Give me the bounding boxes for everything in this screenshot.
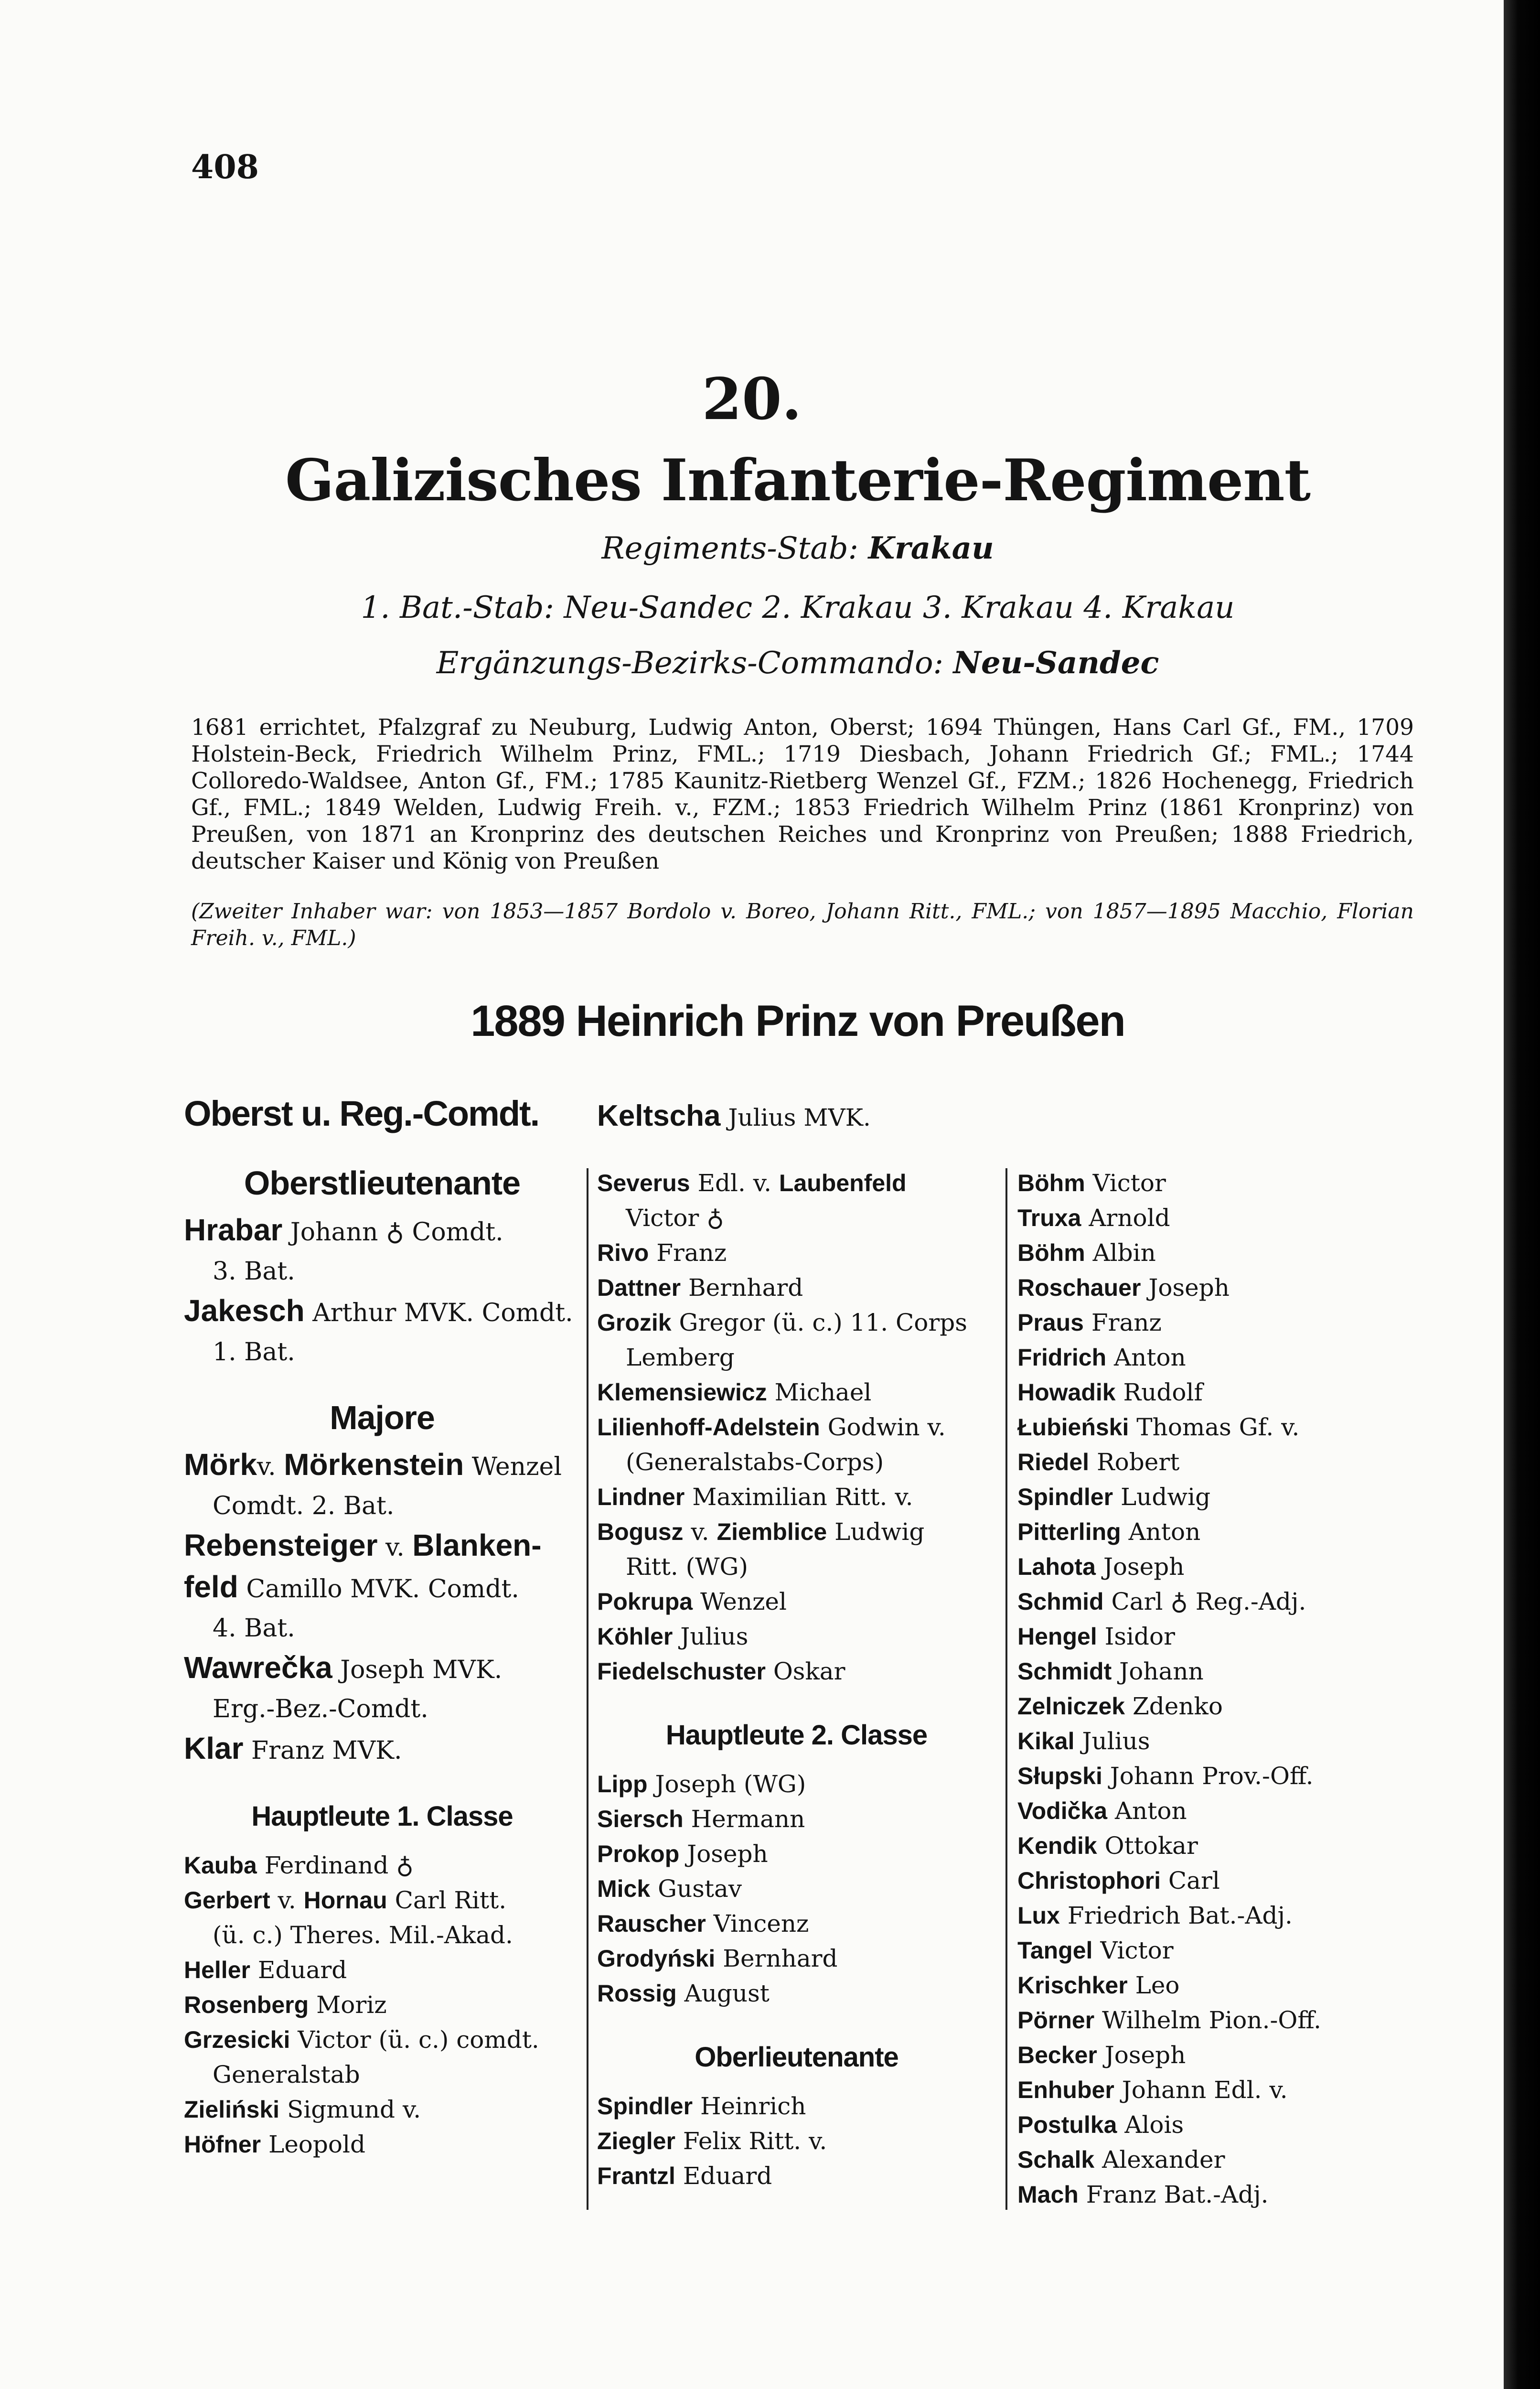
erg-bez-label: Ergänzungs-Bezirks-Commando: — [436, 646, 944, 681]
section-heading-hauptleute-2: Hauptleute 2. Classe — [665, 1720, 928, 1751]
list-item-continuation: (Generalstabs-Corps) — [626, 1448, 884, 1476]
list-item: Rauscher Vincenz — [597, 1910, 809, 1937]
regiment-title: Galizisches Infanterie-Regiment — [285, 447, 1310, 514]
list-item: Kendik Ottokar — [1017, 1832, 1198, 1860]
list-item: Mörkv. Mörkenstein Wenzel — [184, 1447, 562, 1482]
list-item: Kauba Ferdinand ♁ — [184, 1851, 414, 1879]
list-item: Postulka Alois — [1017, 2111, 1184, 2139]
list-item: Jakesch Arthur MVK. Comdt. — [184, 1293, 573, 1328]
list-item: Schalk Alexander — [1017, 2146, 1225, 2174]
list-item: Hengel Isidor — [1017, 1623, 1176, 1650]
erg-bez-line — [0, 645, 1504, 681]
list-item: Mach Franz Bat.-Adj. — [1017, 2181, 1269, 2208]
column-divider-2 — [1005, 1168, 1007, 2210]
list-item: Enhuber Johann Edl. v. — [1017, 2076, 1288, 2104]
list-item: Rivo Franz — [597, 1239, 727, 1267]
column-1 — [184, 1166, 580, 2162]
list-item: Tangel Victor — [1017, 1937, 1174, 1964]
list-item: Rossig August — [597, 1980, 770, 2007]
list-item: Kikal Julius — [1017, 1727, 1150, 1755]
list-item-continuation: 4. Bat. — [213, 1614, 295, 1643]
section-heading-oberlieutenante: Oberlieutenante — [695, 2042, 898, 2073]
list-item: Vodička Anton — [1017, 1797, 1187, 1825]
list-item: Klar Franz MVK. — [184, 1731, 402, 1765]
scan-page-edge — [1504, 0, 1540, 2389]
regiment-number: 20. — [702, 366, 802, 433]
list-item-continuation: Victor ♁ — [626, 1204, 724, 1232]
list-item: Bogusz v. Ziemblice Ludwig — [597, 1518, 925, 1546]
list-item: Howadik Rudolf — [1017, 1378, 1203, 1406]
regiment-history: 1681 errichtet, Pfalzgraf zu Neuburg, Ludwig Anton, Oberst; 1694 Thüngen, Hans Carl Gf., FM., 1709 Holstein-Beck, Friedrich Wilhelm Prinz, FML.; 1719 Diesbach, Johann Friedrich Gf.; FML.; 1744 Colloredo-Waldsee, Anton Gf., FM.; 1785 Kaunitz-Rietberg Wenzel Gf., FZM.; 1826 Hochenegg, Friedrich Gf., FML.; 1849 Welden, Ludwig Freih. v., FZM.; 1853 Friedrich Wilhelm Prinz (1861 Kronprinz) von Preußen, von 1871 an Kronprinz des deutschen Reiches und Kronprinz von Preußen; 1888 Friedrich, deutscher Kaiser und König von Preußen — [191, 714, 1414, 874]
list-item: Köhler Julius — [597, 1623, 749, 1650]
list-item: Spindler Ludwig — [1017, 1483, 1211, 1511]
list-item: Lux Friedrich Bat.-Adj. — [1017, 1902, 1293, 1929]
list-item: Heller Eduard — [184, 1956, 347, 1984]
list-item: Krischker Leo — [1017, 1971, 1180, 1999]
list-item: Roschauer Joseph — [1017, 1274, 1230, 1302]
list-item: Severus Edl. v. Laubenfeld — [597, 1169, 907, 1197]
list-item: Zelniczek Zdenko — [1017, 1692, 1223, 1720]
list-item-continuation: Erg.-Bez.-Comdt. — [213, 1695, 428, 1723]
list-item-continuation: Ritt. (WG) — [626, 1553, 748, 1581]
list-item: feld Camillo MVK. Comdt. — [184, 1570, 519, 1604]
list-item: Fridrich Anton — [1017, 1344, 1186, 1371]
list-item: Frantzl Eduard — [597, 2162, 772, 2190]
list-item: Pokrupa Wenzel — [597, 1588, 787, 1615]
list-item: Grzesicki Victor (ü. c.) comdt. — [184, 2026, 539, 2054]
list-item: Lipp Joseph (WG) — [597, 1770, 806, 1798]
list-item: Rosenberg Moriz — [184, 1991, 387, 2019]
list-item: Spindler Heinrich — [597, 2092, 806, 2120]
list-item: Klemensiewicz Michael — [597, 1378, 872, 1406]
list-item: Truxa Arnold — [1017, 1204, 1170, 1232]
regiments-stab-label: Regiments-Stab: — [601, 531, 859, 566]
list-item: Pitterling Anton — [1017, 1518, 1201, 1546]
oberst-name: Keltscha — [597, 1099, 721, 1132]
list-item-continuation: Generalstab — [213, 2061, 360, 2088]
list-item: Lilienhoff-Adelstein Godwin v. — [597, 1413, 946, 1441]
list-item: Praus Franz — [1017, 1309, 1162, 1336]
list-item: Hrabar Johann ♁ Comdt. — [184, 1213, 503, 1247]
list-item: Prokop Joseph — [597, 1840, 768, 1868]
list-item-continuation: Comdt. 2. Bat. — [213, 1492, 395, 1520]
page-number: 408 — [191, 148, 259, 186]
list-item: Siersch Hermann — [597, 1805, 805, 1833]
list-item: Christophori Carl — [1017, 1867, 1220, 1894]
list-item: Riedel Robert — [1017, 1448, 1180, 1476]
list-item: Dattner Bernhard — [597, 1274, 803, 1302]
list-item: Grodyński Bernhard — [597, 1945, 838, 1972]
list-item-continuation: 3. Bat. — [213, 1257, 295, 1286]
list-item: Schmid Carl ♁ Reg.-Adj. — [1017, 1588, 1306, 1615]
list-item: Słupski Johann Prov.-Off. — [1017, 1762, 1314, 1790]
list-item: Böhm Albin — [1017, 1239, 1156, 1267]
list-item: Ziegler Felix Ritt. v. — [597, 2127, 827, 2155]
column-2 — [597, 1166, 996, 2194]
list-item: Lindner Maximilian Ritt. v. — [597, 1483, 913, 1511]
list-item: Böhm Victor — [1017, 1169, 1166, 1197]
erg-bez-value: Neu-Sandec — [953, 645, 1159, 681]
list-item: Schmidt Johann — [1017, 1657, 1204, 1685]
oberst-entry — [597, 1099, 871, 1133]
column-divider-1 — [587, 1168, 588, 2210]
second-inhaber-note: (Zweiter Inhaber war: von 1853—1857 Bordolo v. Boreo, Johann Ritt., FML.; von 1857—1895 Macchio, Florian Freih. v., FML.) — [191, 899, 1414, 950]
list-item: Rebensteiger v. Blanken- — [184, 1528, 542, 1562]
list-item: Grozik Gregor (ü. c.) 11. Corps — [597, 1309, 967, 1336]
regiments-stab-line — [0, 530, 1504, 566]
list-item: Mick Gustav — [597, 1875, 742, 1903]
oberst-heading: Oberst u. Reg.-Comdt. — [184, 1094, 539, 1133]
list-item: Łubieński Thomas Gf. v. — [1017, 1413, 1300, 1441]
current-inhaber: 1889 Heinrich Prinz von Preußen — [471, 997, 1125, 1045]
list-item: Pörner Wilhelm Pion.-Off. — [1017, 2006, 1322, 2034]
list-item: Höfner Leopold — [184, 2131, 366, 2158]
list-item-continuation: (ü. c.) Theres. Mil.-Akad. — [213, 1921, 513, 1949]
list-item: Becker Joseph — [1017, 2041, 1186, 2069]
regiments-stab-value: Krakau — [868, 530, 994, 566]
list-item: Wawrečka Joseph MVK. — [184, 1650, 503, 1685]
list-item: Gerbert v. Hornau Carl Ritt. — [184, 1886, 507, 1914]
oberst-rest: Julius MVK. — [728, 1104, 871, 1131]
section-heading-oberstlieutenante: Oberstlieutenante — [244, 1164, 521, 1202]
column-3 — [1017, 1166, 1421, 2212]
section-heading-hauptleute-1: Hauptleute 1. Classe — [251, 1801, 513, 1832]
list-item-continuation: 1. Bat. — [213, 1338, 295, 1367]
section-heading-majore: Majore — [330, 1399, 435, 1436]
battalion-stab-line: 1. Bat.-Stab: Neu-Sandec 2. Krakau 3. Krakau 4. Krakau — [361, 590, 1235, 625]
list-item-continuation: Lemberg — [626, 1344, 735, 1371]
list-item: Zieliński Sigmund v. — [184, 2096, 421, 2123]
list-item: Lahota Joseph — [1017, 1553, 1185, 1581]
list-item: Fiedelschuster Oskar — [597, 1657, 845, 1685]
